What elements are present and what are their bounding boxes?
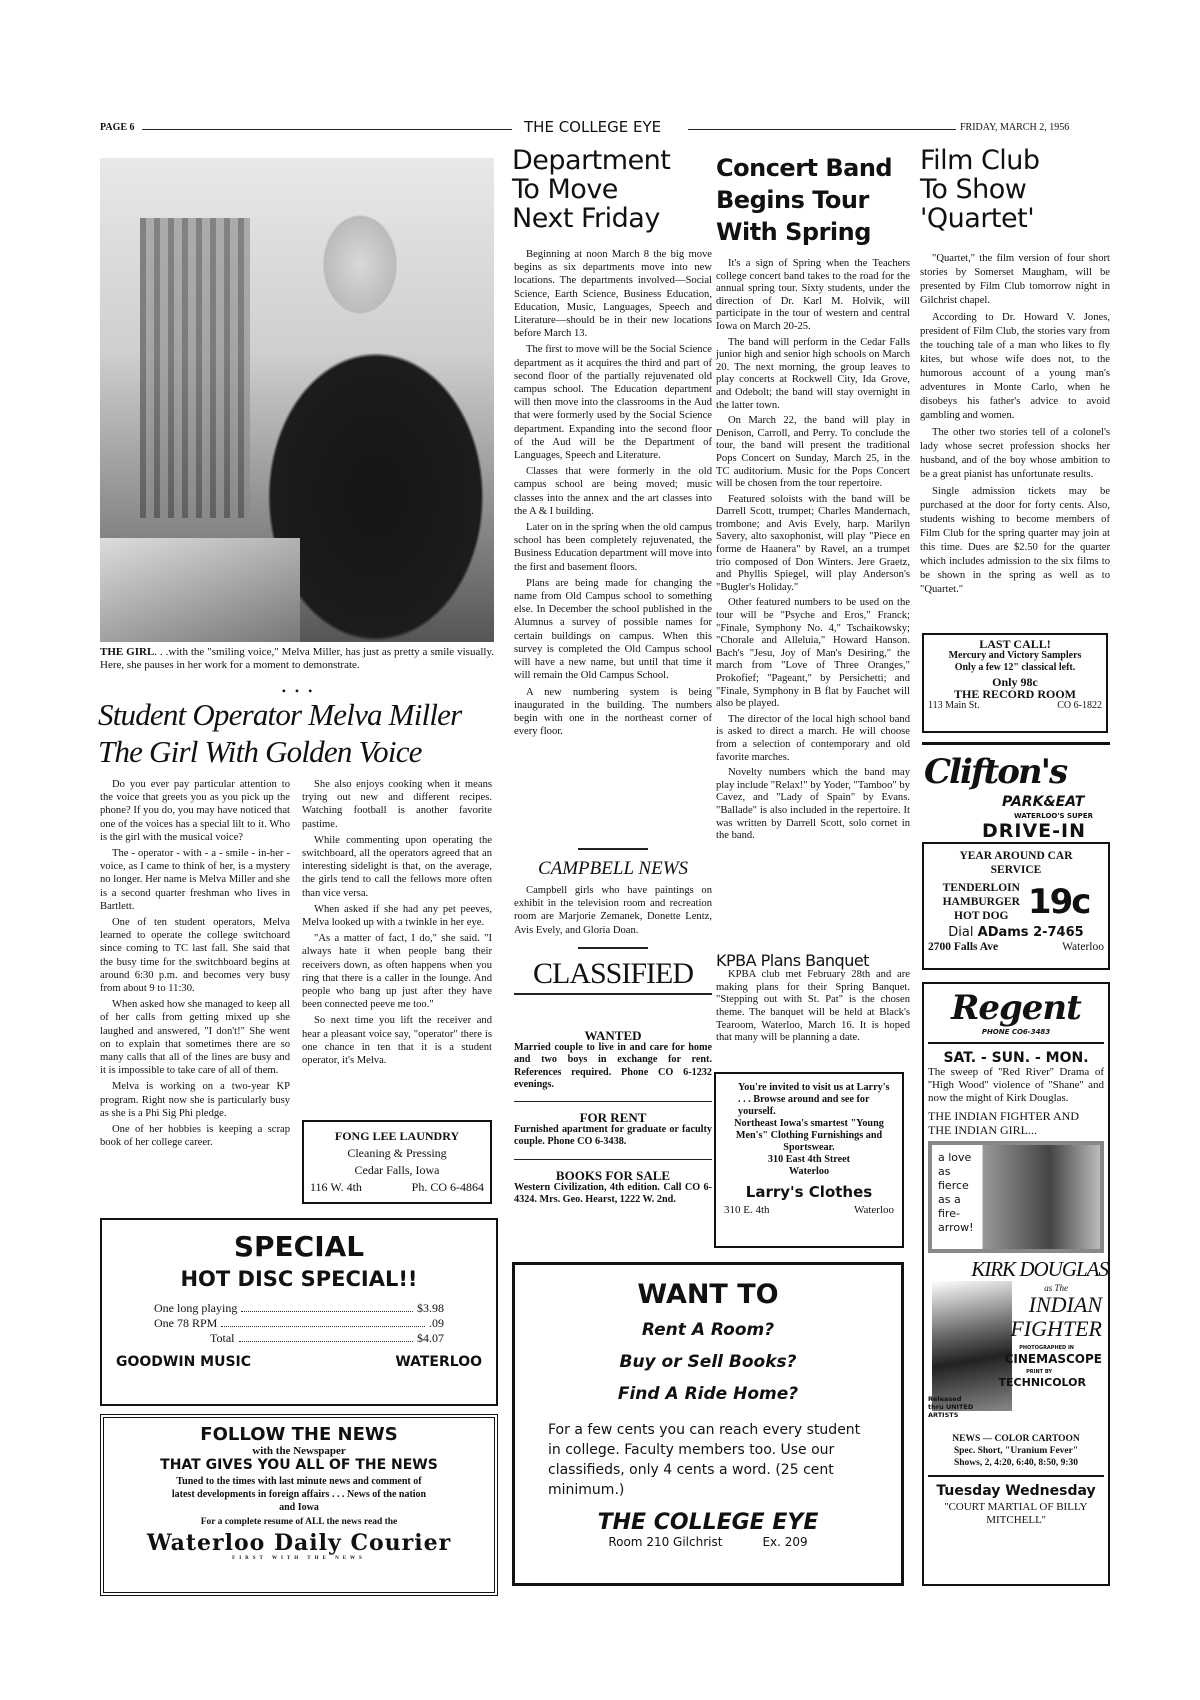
department-headline <box>512 146 717 233</box>
paragraph: Plans are being made for changing the name from Old Campus school to something else. In December the school published in the Alumnus a survey of possible names for certain buildings on campus. When this survey is completed the Old Campus school will have a new name, but until that time it will remain the Old Campus School. <box>514 577 712 682</box>
paragraph: The first to move will be the Social Science department as it acquires the third and part of second floor of the partially rejuvenated old campus school. The Education department will then move into the classrooms in the Aud that were formerly used by the Social Science department. Expanding into the second floor of the Aud will be the Department of Languages, Speech and Literature. <box>514 344 712 462</box>
film-still <box>928 1141 1104 1253</box>
film-title: THE INDIAN FIGHTER AND THE INDIAN GIRL... <box>928 1109 1079 1137</box>
film-color: TECHNICOLOR <box>998 1376 1086 1389</box>
show-extras: NEWS — COLOR CARTOON <box>952 1434 1080 1444</box>
melva-col-2 <box>302 778 492 1070</box>
headline-line: With Spring <box>716 218 871 246</box>
ad-address: 310 E. 4th <box>724 1204 770 1216</box>
price-list <box>154 1301 444 1346</box>
ad-head: FOR RENT <box>579 1110 647 1126</box>
hot-disc-ad <box>100 1218 498 1406</box>
ad-question: Rent A Room? <box>641 1320 775 1340</box>
item-label: One 78 RPM <box>154 1316 218 1330</box>
kpba-section <box>716 952 910 1048</box>
melva-headline <box>98 696 498 770</box>
ad-line: Cedar Falls, Iowa <box>354 1163 440 1177</box>
still-caption: a love as fierce as a fire-arrow! <box>938 1151 974 1234</box>
paragraph: "As a matter of fact, I do," she said. "I always hate it when people bang their receivers down, as often happens when you ring that there is a caller in the lounge. And people who bang up just after they have been connected peeve me too." <box>302 933 492 1011</box>
paragraph: KPBA club met February 28th and are making plans for their Spring Banquet. "Stepping out with St. Pat" is the chosen theme. The banquet will be held at Black's Tearoom, Waterloo, March 16. It is hoped that many will be planning a date. <box>716 969 910 1044</box>
cliftons-ad <box>922 742 1110 972</box>
regent-logo: Regent <box>951 988 1081 1028</box>
page-number: PAGE 6 <box>100 122 135 133</box>
ad-paper: THE COLLEGE EYE <box>597 1510 819 1535</box>
headline-line: Concert Band <box>716 154 893 182</box>
ad-text: Married couple to live in and care for home and two boys in exchange for rent. References required. Phone CO 6-1232 evenings. <box>514 1042 712 1090</box>
paragraph: Novelty numbers which the band may play include "Relax!" by Yoder, "Tamboo" by Cavez, and "Lady of Spain" by Evans. "Ballade" is also included in the repertoire. It was written by Darrell Scott, solo cornet in the band. <box>716 767 910 842</box>
paragraph: Later on in the spring when the old campus school has been completely rejuvenated, the Business Education department will move into the first and basement floors. <box>514 522 713 573</box>
masthead <box>100 120 1110 138</box>
courier-logo: Waterloo Daily Courier <box>146 1530 452 1556</box>
ad-phone: ADams 2-7465 <box>977 925 1084 940</box>
issue-date: FRIDAY, MARCH 2, 1956 <box>960 122 1070 133</box>
paragraph: On March 22, the band will play in Denison, Carroll, and Perry. To conclude the tour, the band will present the traditional Pops Concert on Sunday, March 25, in the TC auditorium. Music for the Pops Concert will be chosen from the tour repertoire. <box>716 415 910 490</box>
classified-ads <box>514 1030 712 1206</box>
paragraph: A new numbering system is being inaugurated in the building. The numbers begin with one in the northeast corner of every floor. <box>514 686 712 738</box>
ad-room: Room 210 Gilchrist <box>608 1535 723 1549</box>
menu-item: TENDERLOIN <box>942 882 1020 894</box>
menu-item: HOT DOG <box>954 910 1009 922</box>
ad-line: You're invited to visit us at Larry's . . . Browse around and see for yourself. <box>738 1082 890 1117</box>
ad-price: Only 98c <box>992 675 1038 689</box>
film-format: CINEMASCOPE <box>1004 1352 1102 1366</box>
paragraph: It's a sign of Spring when the Teachers college concert band takes to the road for the annual spring tour. Sixty students, under the direction of Dr. Karl M. Holvik, will participate in the tour of western and central Iowa on March 20-25. <box>716 258 910 332</box>
paragraph: The other two stories tell of a colonel's lady whose secret profession shocks her husband, and of the boy whose ambition to be a great pianist has unfortunate results. <box>920 427 1110 480</box>
ad-price: 19c <box>1027 882 1090 922</box>
kpba-headline: KPBA Plans Banquet <box>716 951 869 970</box>
paragraph: So next time you lift the receiver and hear a pleasant voice say, "operator" there is one chance in ten that it is a student operator, it's Melva. <box>302 1015 492 1067</box>
ad-line: Mercury and Victory Samplers <box>948 650 1082 661</box>
ad-line: Only a few 12" classical left. <box>954 662 1076 673</box>
cliftons-park: PARK&EAT <box>1002 794 1085 810</box>
store-name: Larry's Clothes <box>745 1183 873 1201</box>
paragraph: Melva is working on a two-year KP program. Right now she is particularly busy as she is a Phi Sig Phi pledge. <box>100 1081 290 1119</box>
paragraph: While commenting upon operating the switchboard, all the operators agreed that an interesting sidelight is that, on the average, the girls tend to call the fellows more often than vice versa. <box>302 834 492 899</box>
caption-text: . . .with the "smiling voice," Melva Miller, has just as pretty a smile visually. Here, she pauses in her work for a moment to demonstrate. <box>100 646 494 671</box>
headline-line: Next Friday <box>512 203 660 235</box>
melva-col-1 <box>100 778 290 1152</box>
paragraph: Beginning at noon March 8 the big move begins as six departments move into new locations. The departments involved—Social Science, Earth Science, Business Education, Education, Music, Languages, Speech and Literature—should be in their new locations before March 13. <box>514 249 712 340</box>
dial-label: Dial <box>948 925 974 940</box>
ad-line: with the Newspaper <box>252 1445 346 1457</box>
store-city: WATERLOO <box>395 1354 482 1370</box>
larrys-ad <box>714 1072 904 1248</box>
operator-photo <box>100 158 494 642</box>
classified-ad <box>514 1030 712 1091</box>
ad-body: Tuned to the times with last minute news and comment of latest developments in foreign affairs . . . News of the nation and Iowa <box>171 1476 427 1513</box>
paragraph: One of ten student operators, Melva learned to operate the college switchoard since coming to TC last fall. She said that the busy time for the switchboard begins at around 6:30 p.m. and becomes very busy from about 9 to 11:30. <box>100 917 290 995</box>
ad-line: THAT GIVES YOU ALL OF THE NEWS <box>160 1457 438 1473</box>
item-label: One long playing <box>154 1301 238 1315</box>
campbell-headline: CAMPBELL NEWS <box>537 858 689 879</box>
paragraph: The band will perform in the Cedar Falls junior high and senior high schools on March 20. The next morning, the group leaves to play concerts at Rockwell City, Ida Grove, and Odebolt; the band will stay overnight in the latter town. <box>716 336 910 411</box>
item-price: .09 <box>429 1316 444 1330</box>
film-headline <box>920 146 1110 233</box>
classified-heading: CLASSIFIED <box>532 956 694 990</box>
classified-ad <box>514 1167 712 1207</box>
paragraph: When asked how she managed to keep all of her calls from getting mixed up she laughed and answered, "I don't!" She went on to explain that sometimes there are so many calls that all of the lines are busy and it is impossible to take care of all of them. <box>100 999 290 1077</box>
courier-tagline: FIRST WITH THE NEWS <box>232 1556 366 1561</box>
ad-text: Furnished apartment for graduate or faculty couple. Phone CO 6-3438. <box>514 1124 712 1148</box>
headline-line: The Girl With Golden Voice <box>98 734 422 769</box>
courier-ad <box>100 1414 498 1596</box>
film-name: INDIAN FIGHTER <box>1010 1292 1102 1341</box>
show-days: SAT. - SUN. - MON. <box>943 1050 1089 1066</box>
fighter-illustration <box>932 1281 1012 1411</box>
show-times: Shows, 2, 4:20, 6:40, 8:50, 9:30 <box>953 1458 1079 1468</box>
next-film: ''COURT MARTIAL OF BILLY MITCHELL'' <box>944 1501 1088 1526</box>
paragraph: Other featured numbers to be used on the tour will be "Psyche and Eros," Franck; "Finale, Symphony No. 4," Tschaikowsky; "Chorale and Alleluia," Howard Hanson. Bach's "Jesu, Joy of Man's Desiring," the march from "Love of Three Oranges," Prokofief; "Pageant," by Persichetti; and "Finale, Symphony in B flat by Fauchet will also be played. <box>716 597 910 710</box>
headline-line: Department <box>512 145 671 176</box>
ad-line: Cleaning & Pressing <box>347 1146 447 1160</box>
film-star: KIRK DOUGLAS <box>971 1257 1108 1281</box>
headline-line: 'Quartet' <box>920 203 1035 235</box>
paper-name: THE COLLEGE EYE <box>524 118 662 136</box>
film-body <box>920 252 1110 600</box>
paragraph: "Quartet," the film version of four short stories by Somerset Maugham, will be presented by Film Club tomorrow night in Gilchrist chapel. <box>920 253 1110 306</box>
ad-address: 310 East 4th Street <box>767 1154 851 1165</box>
paragraph: One of her hobbies is keeping a scrap book of her college career. <box>100 1124 290 1149</box>
item-price: $4.07 <box>417 1331 444 1345</box>
film-as: as The <box>1044 1283 1068 1293</box>
cliftons-logo: Clifton's <box>924 752 1067 792</box>
ad-city: Waterloo <box>853 1204 894 1216</box>
paragraph: When asked if she had any pet peeves, Melva looked up with a twinkle in her eye. <box>302 903 492 929</box>
ad-address: 116 W. 4th <box>310 1180 362 1194</box>
headline-line: To Show <box>920 174 1027 206</box>
ad-title: LAST CALL! <box>979 637 1051 651</box>
menu-item: HAMBURGER <box>942 896 1020 908</box>
ad-address: 113 Main St. <box>928 700 980 711</box>
ad-title: FONG LEE LAUNDRY <box>334 1129 460 1143</box>
next-days: Tuesday Wednesday <box>936 1483 1096 1499</box>
ad-line: For a complete resume of ALL the news read the <box>200 1517 398 1527</box>
film-blurb: The sweep of ''Red River'' Drama of ''High Wood'' violence of ''Shane'' and now the might of Kirk Douglas. <box>928 1066 1104 1104</box>
ad-line: Northeast Iowa's smartest "Young Men's" Clothing Furnishings and Sportswear. <box>734 1118 884 1153</box>
paragraph: Featured soloists with the band will be Darrell Scott, trumpet; Charles Mandernach, trombone; and Avis Evely, harp. Marilyn Savery, alto saxophonist, will play "Piece en forme de Haanera" by Ravel, an a trumpet trio composed of Don Winters. Jere Graetz, and Phyllis Spiegel, will play Anderson's "Bugler's Holiday." <box>716 493 910 593</box>
item-label: Total <box>210 1331 235 1345</box>
ad-text: Western Civilization, 4th edition. Call CO 6-4324. Mrs. Geo. Hearst, 1222 W. 2nd. <box>514 1181 712 1206</box>
film-credit: PRINT BY <box>1026 1369 1052 1375</box>
want-to-ad <box>512 1262 904 1586</box>
headline-line: Begins Tour <box>716 186 869 214</box>
film-credit: PHOTOGRAPHED IN <box>1019 1345 1074 1351</box>
ad-address: 2700 Falls Ave <box>928 941 999 953</box>
cliftons-drivein: DRIVE-IN <box>982 820 1087 842</box>
campbell-body <box>514 884 712 937</box>
photo-caption <box>100 646 494 671</box>
ad-city: Waterloo <box>788 1166 830 1177</box>
department-body <box>514 248 712 741</box>
regent-phone: PHONE CO6-3483 <box>981 1028 1051 1036</box>
headline-line: To Move <box>512 174 618 206</box>
store-name: THE RECORD ROOM <box>953 687 1076 701</box>
paragraph: Campbell girls who have paintings on exhibit in the television room and recreation room are Marjorie Zemanek, Donette Lentz, Avis Evely, and Gloria Doan. <box>514 885 712 936</box>
ad-title: FOLLOW THE NEWS <box>200 1424 398 1445</box>
ad-question: Find A Ride Home? <box>617 1384 799 1404</box>
caption-lead: THE GIRL <box>100 646 155 658</box>
ad-title: SPECIAL <box>233 1230 365 1263</box>
ad-head: BOOKS FOR SALE <box>555 1167 671 1183</box>
separator-dots: • • • <box>281 684 313 698</box>
paragraph: According to Dr. Howard V. Jones, president of Film Club, the stories vary from the touching tale of a man who likes to fly kites, but whose wife does not, to the humorous account of a young man's adventures in Monte Carlo, when he disobeys his father's advice to avoid gambling and women. <box>920 312 1110 421</box>
film-distributor: Released thru UNITED ARTISTS <box>928 1395 974 1419</box>
kpba-body <box>716 969 910 1045</box>
show-short: Spec. Short, "Uranium Fever" <box>953 1446 1079 1456</box>
ad-phone: CO 6-1822 <box>1057 700 1102 711</box>
item-price: $3.98 <box>417 1301 444 1315</box>
ad-title: WANT TO <box>637 1279 779 1310</box>
record-room-ad <box>922 633 1108 733</box>
paragraph: The director of the local high school band is asked to direct a march. He will choose from a selection of contemporary and old favorite marches. <box>716 713 910 763</box>
headline-line: Film Club <box>920 145 1040 176</box>
ad-question: Buy or Sell Books? <box>619 1352 797 1372</box>
classified-ad <box>514 1112 712 1149</box>
paragraph: Classes that were formerly in the old campus school are being moved; music classes into the annex and the art classes into the A & I building. <box>514 466 712 517</box>
paragraph: Do you ever pay particular attention to the voice that greets you as you pick up the phone? If you do, you may have noticed that one of the voices has a special lilt to it. Who is the girl with the musical voice? <box>100 779 290 843</box>
cliftons-super: WATERLOO'S SUPER <box>1014 812 1093 820</box>
store-name: GOODWIN MUSIC <box>116 1354 252 1370</box>
ad-phone: Ph. CO 6-4864 <box>411 1180 484 1194</box>
headline-line: Student Operator Melva Miller <box>98 697 462 732</box>
paragraph: Single admission tickets may be purchased at the door for forty cents. Also, students wishing to become members of Film Club for the spring quarter may join at this time. Dues are $2.50 for the quarter which includes admission to the six films to be shown in the spring as well as to "Quartet." <box>920 486 1110 595</box>
concert-headline <box>716 152 916 248</box>
paragraph: She also enjoys cooking when it means trying out new and different recipes. Watching football is another favorite pastime. <box>302 779 492 830</box>
ad-line: YEAR AROUND CAR SERVICE <box>959 850 1073 876</box>
ad-body: For a few cents you can reach every student in college. Faculty members too. Use our classifieds, only 4 cents a word. (25 cent minimum.) <box>548 1422 861 1498</box>
campbell-section <box>514 840 712 995</box>
fong-lee-ad <box>302 1120 492 1204</box>
concert-body <box>716 258 910 846</box>
regent-ad <box>922 982 1110 1586</box>
paragraph: The - operator - with - a - smile - in-her - voice, as I came to think of her, is a mystery no longer. Her name is Melva Miller and she is a second quarter freshman who lives in Bartlett. <box>100 848 290 912</box>
ad-city: Waterloo <box>1062 941 1104 953</box>
ad-head: WANTED <box>584 1028 642 1043</box>
ad-subtitle: HOT DISC SPECIAL!! <box>180 1267 418 1291</box>
ad-ext: Ex. 209 <box>762 1535 808 1549</box>
